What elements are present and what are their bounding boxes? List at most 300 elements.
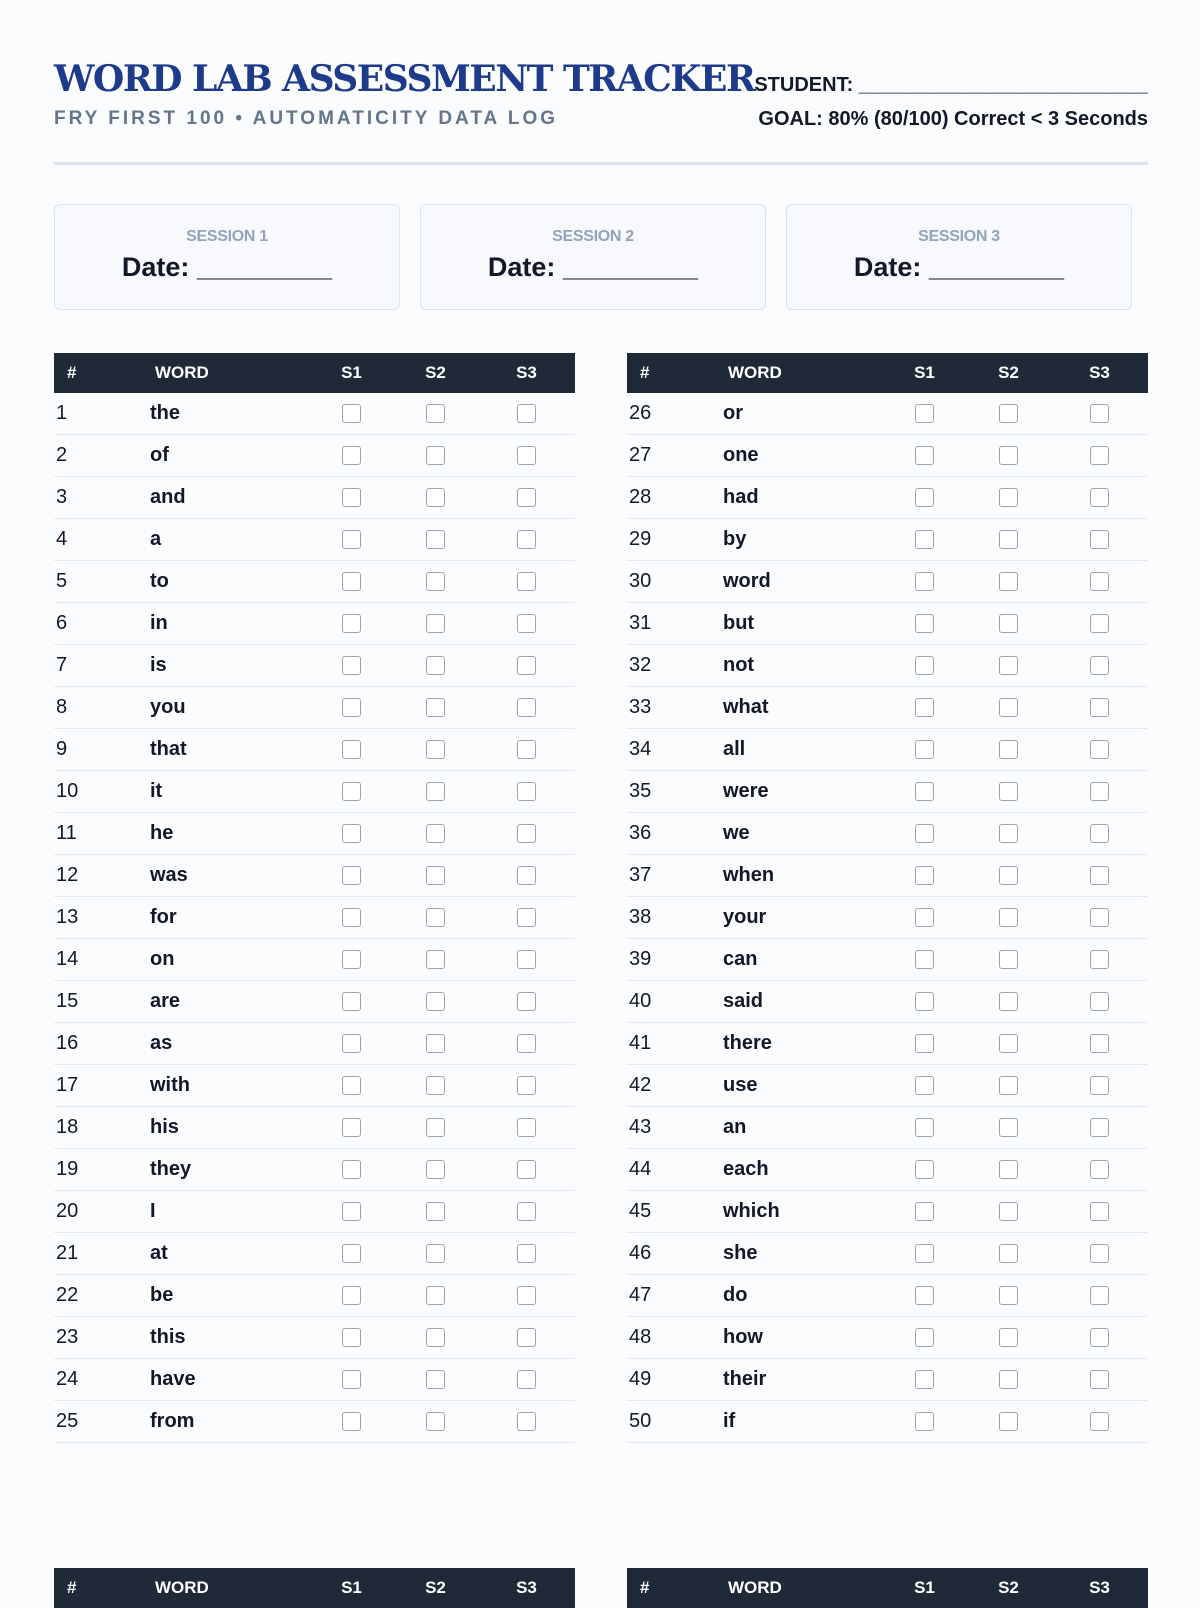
session-s2-checkbox[interactable] — [999, 446, 1018, 465]
session-s3-checkbox[interactable] — [1090, 404, 1109, 423]
sight-word: be — [150, 1275, 310, 1317]
session-s3-checkbox[interactable] — [1090, 1160, 1109, 1179]
sight-word: that — [150, 729, 310, 771]
sight-word: use — [723, 1065, 883, 1107]
session-s2-checkbox[interactable] — [426, 698, 445, 717]
session-s2-checkbox[interactable] — [426, 1328, 445, 1347]
table-row — [54, 729, 575, 771]
session-s3-checkbox[interactable] — [517, 1244, 536, 1263]
sight-word: by — [723, 519, 883, 561]
session-s2-checkbox[interactable] — [999, 992, 1018, 1011]
session-s2-checkbox[interactable] — [426, 572, 445, 591]
session-s1-checkbox[interactable] — [342, 992, 361, 1011]
session-s2-checkbox[interactable] — [426, 1034, 445, 1053]
session-s1-cell — [310, 939, 393, 981]
session-s2-checkbox[interactable] — [426, 1202, 445, 1221]
session-s2-checkbox[interactable] — [999, 1286, 1018, 1305]
sight-word: are — [150, 981, 310, 1023]
session-s2-checkbox[interactable] — [426, 1160, 445, 1179]
table-row — [54, 1317, 575, 1359]
session-s3-checkbox[interactable] — [517, 614, 536, 633]
column-header-s1: S1 — [883, 353, 966, 393]
session-s2-checkbox[interactable] — [999, 1244, 1018, 1263]
session-s1-cell — [883, 1359, 966, 1401]
session-s2-cell — [966, 1317, 1051, 1359]
column-header-word: WORD — [723, 353, 883, 393]
session-s1-checkbox[interactable] — [342, 698, 361, 717]
session-s2-cell — [966, 1275, 1051, 1317]
session-s1-checkbox[interactable] — [915, 1328, 934, 1347]
session-s3-cell — [1051, 687, 1148, 729]
session-s3-cell — [478, 393, 575, 435]
session-s1-checkbox[interactable] — [342, 1160, 361, 1179]
session-s3-checkbox[interactable] — [1090, 656, 1109, 675]
table-row — [54, 435, 575, 477]
session-s1-checkbox[interactable] — [342, 656, 361, 675]
session-s1-cell — [310, 1107, 393, 1149]
session-s2-checkbox[interactable] — [999, 740, 1018, 759]
session-s2-checkbox[interactable] — [426, 614, 445, 633]
session-s2-checkbox[interactable] — [999, 530, 1018, 549]
session-label: SESSION 2 — [552, 228, 634, 245]
session-s1-checkbox[interactable] — [342, 1118, 361, 1137]
session-s2-cell — [393, 813, 478, 855]
session-s3-checkbox[interactable] — [1090, 1412, 1109, 1431]
session-s2-checkbox[interactable] — [999, 1118, 1018, 1137]
session-s1-checkbox[interactable] — [342, 488, 361, 507]
session-s1-checkbox[interactable] — [342, 446, 361, 465]
session-s1-cell — [310, 855, 393, 897]
session-s3-checkbox[interactable] — [1090, 1118, 1109, 1137]
word-table — [54, 353, 575, 1443]
session-s3-checkbox[interactable] — [517, 866, 536, 885]
session-s1-checkbox[interactable] — [342, 740, 361, 759]
session-s1-cell — [883, 1317, 966, 1359]
session-s2-cell — [393, 1401, 478, 1443]
session-s3-checkbox[interactable] — [1090, 992, 1109, 1011]
session-s3-checkbox[interactable] — [517, 572, 536, 591]
session-s1-checkbox[interactable] — [342, 614, 361, 633]
session-s2-checkbox[interactable] — [426, 1244, 445, 1263]
session-s1-cell — [310, 1023, 393, 1065]
session-s3-checkbox[interactable] — [517, 992, 536, 1011]
student-name-field[interactable]: STUDENT: __________________________ — [754, 74, 1148, 96]
session-s1-checkbox[interactable] — [342, 1370, 361, 1389]
session-s1-checkbox[interactable] — [915, 530, 934, 549]
session-label: SESSION 3 — [918, 228, 1000, 245]
session-s1-checkbox[interactable] — [915, 1244, 934, 1263]
session-s1-checkbox[interactable] — [915, 992, 934, 1011]
session-s3-checkbox[interactable] — [517, 908, 536, 927]
session-s1-cell — [310, 687, 393, 729]
session-s3-checkbox[interactable] — [517, 1034, 536, 1053]
session-s3-cell — [1051, 1317, 1148, 1359]
session-s1-checkbox[interactable] — [342, 908, 361, 927]
session-s1-checkbox[interactable] — [915, 404, 934, 423]
word-number: 9 — [54, 729, 150, 771]
session-s1-checkbox[interactable] — [342, 530, 361, 549]
table-row — [54, 1233, 575, 1275]
session-s3-checkbox[interactable] — [517, 740, 536, 759]
session-s3-checkbox[interactable] — [517, 1076, 536, 1095]
session-s3-checkbox[interactable] — [517, 1286, 536, 1305]
session-s1-checkbox[interactable] — [915, 1370, 934, 1389]
table-row — [54, 561, 575, 603]
session-s2-checkbox[interactable] — [426, 992, 445, 1011]
word-number: 17 — [54, 1065, 150, 1107]
session-s1-checkbox[interactable] — [342, 782, 361, 801]
column-header-word: WORD — [150, 1568, 310, 1608]
word-number: 50 — [627, 1401, 723, 1443]
session-s3-checkbox[interactable] — [517, 656, 536, 675]
session-s2-cell — [393, 1149, 478, 1191]
session-s1-checkbox[interactable] — [915, 1118, 934, 1137]
sight-word: or — [723, 393, 883, 435]
session-s1-checkbox[interactable] — [915, 782, 934, 801]
session-s3-checkbox[interactable] — [517, 1118, 536, 1137]
session-s2-checkbox[interactable] — [999, 1370, 1018, 1389]
session-s3-checkbox[interactable] — [1090, 950, 1109, 969]
session-s3-cell — [478, 1023, 575, 1065]
session-s3-checkbox[interactable] — [1090, 572, 1109, 591]
word-number: 42 — [627, 1065, 723, 1107]
word-number: 27 — [627, 435, 723, 477]
table-row — [54, 687, 575, 729]
session-s3-checkbox[interactable] — [1090, 1244, 1109, 1263]
session-s2-cell — [966, 1359, 1051, 1401]
session-s3-cell — [478, 1233, 575, 1275]
session-s1-checkbox[interactable] — [915, 1412, 934, 1431]
session-s2-checkbox[interactable] — [426, 404, 445, 423]
table-row — [54, 771, 575, 813]
column-header-s2: S2 — [966, 353, 1051, 393]
sight-word: word — [723, 561, 883, 603]
session-s3-checkbox[interactable] — [517, 1160, 536, 1179]
session-s2-cell — [966, 1191, 1051, 1233]
session-s2-checkbox[interactable] — [999, 950, 1018, 969]
session-s3-cell — [1051, 477, 1148, 519]
column-header-s1: S1 — [310, 353, 393, 393]
session-s1-checkbox[interactable] — [342, 824, 361, 843]
session-s3-checkbox[interactable] — [1090, 446, 1109, 465]
session-cards — [54, 204, 1148, 312]
session-s3-checkbox[interactable] — [517, 530, 536, 549]
session-s2-checkbox[interactable] — [999, 488, 1018, 507]
session-s1-cell — [310, 1149, 393, 1191]
session-s3-checkbox[interactable] — [1090, 1286, 1109, 1305]
sight-word: said — [723, 981, 883, 1023]
session-s3-checkbox[interactable] — [517, 1412, 536, 1431]
session-s2-checkbox[interactable] — [426, 740, 445, 759]
table-row — [627, 1065, 1148, 1107]
session-s3-checkbox[interactable] — [1090, 782, 1109, 801]
table-row — [627, 1359, 1148, 1401]
session-s2-checkbox[interactable] — [426, 824, 445, 843]
word-number: 34 — [627, 729, 723, 771]
table-row — [54, 1149, 575, 1191]
session-s2-checkbox[interactable] — [426, 866, 445, 885]
session-s1-checkbox[interactable] — [342, 1202, 361, 1221]
session-s1-cell — [883, 855, 966, 897]
session-s1-checkbox[interactable] — [915, 1076, 934, 1095]
word-number: 7 — [54, 645, 150, 687]
table-row — [54, 1401, 575, 1443]
session-s2-checkbox[interactable] — [999, 572, 1018, 591]
session-s1-checkbox[interactable] — [915, 1202, 934, 1221]
session-s3-cell — [1051, 603, 1148, 645]
session-s2-checkbox[interactable] — [999, 824, 1018, 843]
session-s3-cell — [1051, 435, 1148, 477]
session-s1-cell — [310, 1275, 393, 1317]
session-s1-checkbox[interactable] — [342, 1286, 361, 1305]
session-s1-cell — [310, 1065, 393, 1107]
session-s1-cell — [310, 981, 393, 1023]
session-s2-checkbox[interactable] — [426, 950, 445, 969]
session-s2-cell — [966, 477, 1051, 519]
session-s3-checkbox[interactable] — [517, 698, 536, 717]
sight-word: have — [150, 1359, 310, 1401]
table-row — [627, 981, 1148, 1023]
tracker-page — [54, 0, 1148, 1597]
column-header-s3: S3 — [1051, 353, 1148, 393]
session-s3-checkbox[interactable] — [517, 1370, 536, 1389]
session-s1-checkbox[interactable] — [342, 404, 361, 423]
word-number: 38 — [627, 897, 723, 939]
session-date-field[interactable]: Date: _________ — [121, 252, 333, 282]
word-number: 22 — [54, 1275, 150, 1317]
session-s2-cell — [966, 1023, 1051, 1065]
session-s3-checkbox[interactable] — [517, 950, 536, 969]
session-s1-checkbox[interactable] — [342, 1076, 361, 1095]
session-s2-checkbox[interactable] — [999, 866, 1018, 885]
session-s1-checkbox[interactable] — [342, 950, 361, 969]
session-s1-checkbox[interactable] — [915, 1160, 934, 1179]
table-row — [627, 477, 1148, 519]
table-row — [627, 687, 1148, 729]
session-s3-checkbox[interactable] — [1090, 866, 1109, 885]
session-s3-cell — [1051, 855, 1148, 897]
word-number: 1 — [54, 393, 150, 435]
page-subtitle: FRY FIRST 100 • AUTOMATICITY DATA LOG — [54, 108, 559, 129]
session-s3-checkbox[interactable] — [1090, 614, 1109, 633]
session-s3-checkbox[interactable] — [1090, 1034, 1109, 1053]
session-s3-checkbox[interactable] — [1090, 1202, 1109, 1221]
session-s1-checkbox[interactable] — [342, 1244, 361, 1263]
sight-word: it — [150, 771, 310, 813]
word-number: 20 — [54, 1191, 150, 1233]
session-s2-cell — [393, 393, 478, 435]
session-s1-checkbox[interactable] — [342, 1328, 361, 1347]
table-row — [627, 645, 1148, 687]
session-s3-checkbox[interactable] — [1090, 1328, 1109, 1347]
session-s3-checkbox[interactable] — [517, 782, 536, 801]
session-date-field[interactable]: Date: _________ — [853, 252, 1065, 282]
session-s1-checkbox[interactable] — [915, 614, 934, 633]
word-number: 32 — [627, 645, 723, 687]
word-number: 6 — [54, 603, 150, 645]
sight-word: from — [150, 1401, 310, 1443]
session-s2-checkbox[interactable] — [999, 1202, 1018, 1221]
session-s2-checkbox[interactable] — [999, 1328, 1018, 1347]
session-s1-cell — [883, 1191, 966, 1233]
table-row — [627, 855, 1148, 897]
session-s2-checkbox[interactable] — [426, 488, 445, 507]
session-s3-checkbox[interactable] — [517, 404, 536, 423]
word-table — [627, 1568, 1148, 1608]
session-s2-checkbox[interactable] — [999, 1412, 1018, 1431]
table-header-row — [627, 1568, 1148, 1608]
session-s1-checkbox[interactable] — [915, 824, 934, 843]
session-s2-checkbox[interactable] — [999, 404, 1018, 423]
sight-word: he — [150, 813, 310, 855]
session-s3-checkbox[interactable] — [517, 1202, 536, 1221]
session-s3-checkbox[interactable] — [1090, 1370, 1109, 1389]
session-s2-checkbox[interactable] — [426, 1076, 445, 1095]
session-s2-checkbox[interactable] — [426, 1286, 445, 1305]
table-row — [627, 1317, 1148, 1359]
word-number: 25 — [54, 1401, 150, 1443]
session-s2-checkbox[interactable] — [426, 1370, 445, 1389]
session-s3-checkbox[interactable] — [1090, 488, 1109, 507]
table-row — [54, 519, 575, 561]
session-s1-checkbox[interactable] — [915, 656, 934, 675]
word-table — [54, 1568, 575, 1608]
column-header-s3: S3 — [1051, 1568, 1148, 1608]
word-number: 37 — [627, 855, 723, 897]
column-header-s2: S2 — [393, 353, 478, 393]
session-s1-checkbox[interactable] — [342, 1034, 361, 1053]
session-s2-checkbox[interactable] — [999, 614, 1018, 633]
session-s2-cell — [966, 939, 1051, 981]
table-row — [54, 897, 575, 939]
session-s3-checkbox[interactable] — [1090, 530, 1109, 549]
session-s3-checkbox[interactable] — [517, 1328, 536, 1347]
session-s2-checkbox[interactable] — [426, 1412, 445, 1431]
session-s3-checkbox[interactable] — [1090, 824, 1109, 843]
session-s3-checkbox[interactable] — [517, 446, 536, 465]
session-s2-checkbox[interactable] — [426, 656, 445, 675]
sight-word: you — [150, 687, 310, 729]
session-date-field[interactable]: Date: _________ — [487, 252, 699, 282]
session-s1-checkbox[interactable] — [915, 908, 934, 927]
word-number: 18 — [54, 1107, 150, 1149]
session-s3-cell — [478, 561, 575, 603]
sight-word: we — [723, 813, 883, 855]
table-row — [54, 603, 575, 645]
page-title: WORD LAB ASSESSMENT TRACKER — [54, 58, 755, 100]
session-card-2 — [420, 204, 766, 310]
session-s1-checkbox[interactable] — [342, 572, 361, 591]
table-row — [54, 477, 575, 519]
session-s3-cell — [1051, 645, 1148, 687]
session-s1-checkbox[interactable] — [915, 950, 934, 969]
sight-word: each — [723, 1149, 883, 1191]
session-s3-checkbox[interactable] — [1090, 698, 1109, 717]
sight-word: all — [723, 729, 883, 771]
session-s3-checkbox[interactable] — [1090, 740, 1109, 759]
session-s1-checkbox[interactable] — [915, 488, 934, 507]
session-s1-cell — [310, 645, 393, 687]
session-s1-cell — [883, 561, 966, 603]
table-header-row — [627, 353, 1148, 393]
session-s2-cell — [393, 519, 478, 561]
session-s3-checkbox[interactable] — [1090, 1076, 1109, 1095]
session-s2-checkbox[interactable] — [426, 446, 445, 465]
session-s1-checkbox[interactable] — [915, 1034, 934, 1053]
sight-word: was — [150, 855, 310, 897]
session-s3-cell — [1051, 1191, 1148, 1233]
session-s1-checkbox[interactable] — [915, 698, 934, 717]
session-s3-cell — [1051, 729, 1148, 771]
session-s1-cell — [310, 603, 393, 645]
table-row — [627, 1107, 1148, 1149]
session-s2-cell — [966, 981, 1051, 1023]
session-s2-checkbox[interactable] — [999, 1076, 1018, 1095]
session-s1-cell — [883, 1149, 966, 1191]
table-row — [54, 939, 575, 981]
sight-word: in — [150, 603, 310, 645]
session-s1-cell — [883, 813, 966, 855]
table-row — [54, 981, 575, 1023]
session-s1-cell — [883, 729, 966, 771]
session-s1-checkbox[interactable] — [915, 866, 934, 885]
sight-word: can — [723, 939, 883, 981]
session-s2-checkbox[interactable] — [426, 530, 445, 549]
session-s3-cell — [478, 1275, 575, 1317]
session-s2-checkbox[interactable] — [999, 1160, 1018, 1179]
session-s1-cell — [883, 1233, 966, 1275]
word-number: 30 — [627, 561, 723, 603]
session-s2-checkbox[interactable] — [426, 908, 445, 927]
session-s1-cell — [883, 477, 966, 519]
sight-word: the — [150, 393, 310, 435]
session-s3-cell — [478, 1065, 575, 1107]
column-header-s1: S1 — [310, 1568, 393, 1608]
session-s1-checkbox[interactable] — [915, 572, 934, 591]
sight-word: do — [723, 1275, 883, 1317]
session-s1-cell — [883, 1275, 966, 1317]
session-s1-checkbox[interactable] — [915, 1286, 934, 1305]
column-header-number: # — [54, 1568, 150, 1608]
word-number: 36 — [627, 813, 723, 855]
session-s3-cell — [1051, 1023, 1148, 1065]
column-header-s2: S2 — [966, 1568, 1051, 1608]
session-s3-checkbox[interactable] — [1090, 908, 1109, 927]
sight-word: his — [150, 1107, 310, 1149]
session-s2-checkbox[interactable] — [999, 782, 1018, 801]
column-header-word: WORD — [150, 353, 310, 393]
word-number: 44 — [627, 1149, 723, 1191]
goal-statement: GOAL: 80% (80/100) Correct < 3 Seconds — [758, 108, 1148, 130]
session-s1-checkbox[interactable] — [342, 1412, 361, 1431]
session-s1-checkbox[interactable] — [915, 740, 934, 759]
session-s3-checkbox[interactable] — [517, 824, 536, 843]
session-s1-checkbox[interactable] — [342, 866, 361, 885]
session-s2-checkbox[interactable] — [999, 1034, 1018, 1053]
session-s2-cell — [966, 729, 1051, 771]
session-s2-checkbox[interactable] — [426, 782, 445, 801]
session-s2-checkbox[interactable] — [999, 698, 1018, 717]
session-s2-checkbox[interactable] — [999, 908, 1018, 927]
session-s3-checkbox[interactable] — [517, 488, 536, 507]
table-row — [54, 393, 575, 435]
session-s3-cell — [478, 645, 575, 687]
session-s1-checkbox[interactable] — [915, 446, 934, 465]
session-s2-checkbox[interactable] — [999, 656, 1018, 675]
session-s1-cell — [310, 771, 393, 813]
session-s2-checkbox[interactable] — [426, 1118, 445, 1137]
word-number: 2 — [54, 435, 150, 477]
